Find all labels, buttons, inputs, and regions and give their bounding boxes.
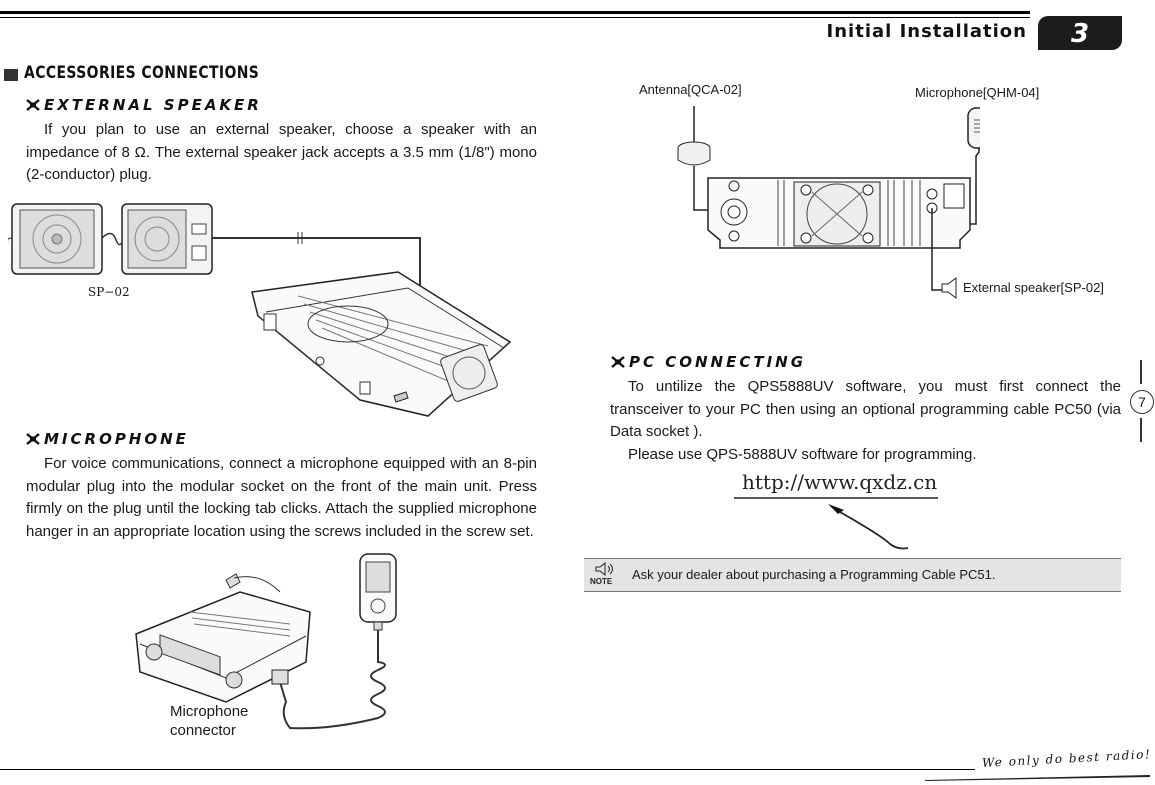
bullet-icon [611,356,625,368]
pc-connecting-instruction: Please use QPS-5888UV software for programming. [628,446,977,463]
section-title: ACCESSORIES CONNECTIONS [24,63,260,83]
bullet-icon [26,433,40,445]
bullet-icon [26,99,40,111]
header-rule-thin [0,17,1030,18]
external-speaker-heading: EXTERNAL SPEAKER [44,96,262,114]
speaker-model-label: SP−02 [88,285,130,299]
microphone-heading: MICROPHONE [44,430,189,448]
radio-rear-drawing [252,272,510,416]
section-marker-icon [4,69,18,81]
radio-rear-panel-drawing [708,178,970,248]
pc-connecting-heading: PC CONNECTING [629,353,807,371]
note-label: NOTE [590,577,613,586]
handheld-microphone-drawing [360,554,396,630]
header-title: Initial Installation [826,21,1027,42]
page-number-rule-top [1140,360,1142,384]
rear-panel-diagram [660,100,980,300]
speaker-side-drawing [122,204,212,274]
speaker-link-cable [102,233,124,244]
pc-connecting-text [610,376,1121,444]
microphone-text [26,453,537,543]
footer-slogan: We only do best radio! [981,747,1152,770]
website-link[interactable]: http://www.qxdz.cn [742,470,938,494]
external-speaker-label: External speaker[SP-02] [963,280,1104,295]
external-speaker-body: If you plan to use an external speaker, choose a speaker with an impedance of 8 Ω. The external speaker jack accepts a 3.5 mm (1/8") mono (2-conductor) plug. [26,121,537,183]
note-box [584,558,1121,592]
modular-plug [272,670,288,684]
microphone-connector-label: Microphone connector [170,703,249,739]
page-number: 7 [1130,390,1154,414]
speaker-front-drawing [8,204,102,274]
speaker-icon [942,278,956,298]
microphone-body: For voice communications, connect a microphone equipped with an 8-pin modular plug into the modular socket on the front of the main unit. Press firmly on the plug until the locking tab clicks. Attach the supplied microphone hanger in an appropriate location using the screws included in the screw set. [26,455,537,540]
header-rule-thick [0,11,1030,14]
url-pointer-arrow [732,496,942,556]
speaker-note-icon [594,562,616,576]
chapter-tab: 3 [1038,16,1122,50]
footer-brush-stroke [925,774,1150,782]
external-speaker-text [26,119,537,187]
antenna-label: Antenna[QCA-02] [639,82,742,97]
note-text: Ask your dealer about purchasing a Programming Cable PC51. [632,567,996,582]
pc-connecting-body: To untilize the QPS5888UV software, you must first connect the transceiver to your PC then using an optional programming cable PC50 (via Data socket ). [610,378,1121,440]
microphone-model-label: Microphone[QHM-04] [915,85,1040,100]
footer-rule [0,769,975,770]
external-speaker-illustration [8,196,528,418]
page-number-rule-bottom [1140,418,1142,442]
